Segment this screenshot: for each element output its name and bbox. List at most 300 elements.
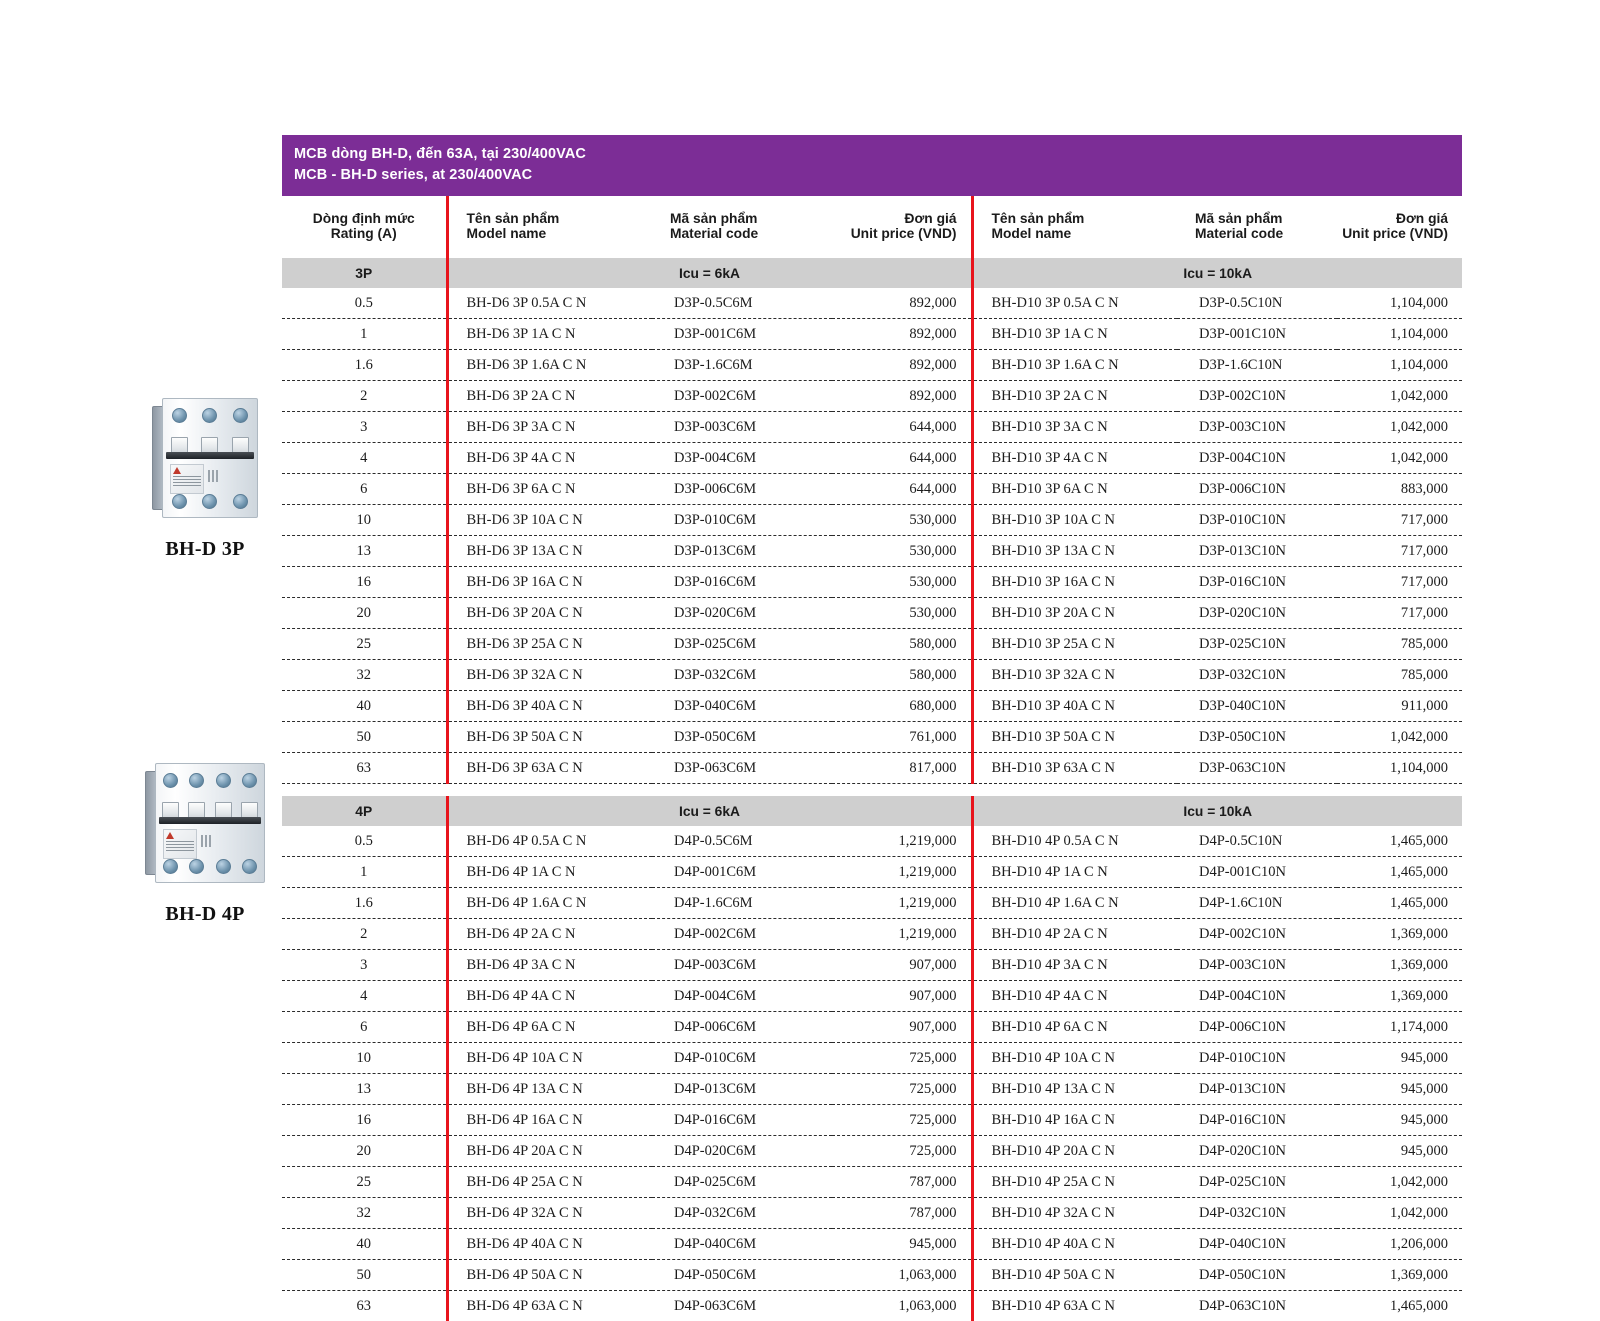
- cell-rating: 50: [282, 1260, 447, 1291]
- table-row: [282, 722, 1462, 753]
- cell-price-6ka: 761,000: [832, 722, 972, 753]
- cell-model-6ka: BH-D6 4P 13A C N: [447, 1074, 652, 1105]
- cell-model-6ka: BH-D6 4P 25A C N: [447, 1167, 652, 1198]
- cell-model-6ka: BH-D6 3P 1A C N: [447, 319, 652, 350]
- cell-model-10ka: BH-D10 3P 10A C N: [972, 505, 1177, 536]
- cell-model-6ka: BH-D6 3P 6A C N: [447, 474, 652, 505]
- cell-code-6ka: D3P-010C6M: [652, 505, 832, 536]
- cell-model-10ka: BH-D10 4P 13A C N: [972, 1074, 1177, 1105]
- col-header-price-6ka: [832, 196, 972, 258]
- table-row: [282, 981, 1462, 1012]
- banner-line-en: MCB - BH-D series, at 230/400VAC: [294, 167, 533, 184]
- cell-rating: 13: [282, 1074, 447, 1105]
- cell-price-10ka: 1,369,000: [1337, 950, 1462, 981]
- toggle-tie-bar: [166, 452, 254, 459]
- terminal-screw-icon: [189, 773, 204, 788]
- cell-price-6ka: 644,000: [832, 474, 972, 505]
- cell-code-6ka: D4P-020C6M: [652, 1136, 832, 1167]
- cell-code-10ka: D4P-002C10N: [1177, 919, 1337, 950]
- col-header-code-10ka: [1177, 196, 1337, 258]
- cell-model-6ka: BH-D6 3P 16A C N: [447, 567, 652, 598]
- col-header-model2-en: Model name: [991, 226, 1072, 242]
- cell-model-6ka: BH-D6 4P 10A C N: [447, 1043, 652, 1074]
- cell-code-6ka: D4P-002C6M: [652, 919, 832, 950]
- cell-model-6ka: BH-D6 4P 1.6A C N: [447, 888, 652, 919]
- cell-price-6ka: 1,219,000: [832, 919, 972, 950]
- circuit-breaker-image: [145, 755, 265, 891]
- cell-model-6ka: BH-D6 3P 20A C N: [447, 598, 652, 629]
- cell-price-10ka: 1,104,000: [1337, 350, 1462, 381]
- terminal-screw-icon: [172, 408, 187, 423]
- cell-model-10ka: BH-D10 4P 32A C N: [972, 1198, 1177, 1229]
- bottom-terminals: [157, 853, 263, 879]
- cell-code-6ka: D3P-006C6M: [652, 474, 832, 505]
- cell-price-6ka: 787,000: [832, 1167, 972, 1198]
- cell-price-6ka: 680,000: [832, 691, 972, 722]
- cell-model-6ka: BH-D6 3P 50A C N: [447, 722, 652, 753]
- cell-code-10ka: D3P-010C10N: [1177, 505, 1337, 536]
- cell-price-10ka: 717,000: [1337, 536, 1462, 567]
- cell-code-10ka: D4P-040C10N: [1177, 1229, 1337, 1260]
- cell-model-10ka: BH-D10 4P 1A C N: [972, 857, 1177, 888]
- product-block: [120, 390, 290, 561]
- cell-code-10ka: D4P-020C10N: [1177, 1136, 1337, 1167]
- cell-rating: 20: [282, 1136, 447, 1167]
- table-row: [282, 350, 1462, 381]
- cell-price-10ka: 883,000: [1337, 474, 1462, 505]
- cell-code-6ka: D3P-063C6M: [652, 753, 832, 784]
- col-header-model-10ka: [972, 196, 1177, 258]
- cell-code-6ka: D3P-004C6M: [652, 443, 832, 474]
- terminal-screw-icon: [216, 859, 231, 874]
- cell-code-6ka: D4P-016C6M: [652, 1105, 832, 1136]
- terminal-screw-icon: [242, 859, 257, 874]
- terminal-screw-icon: [202, 408, 217, 423]
- cell-code-6ka: D4P-001C6M: [652, 857, 832, 888]
- cell-model-6ka: BH-D6 4P 32A C N: [447, 1198, 652, 1229]
- cell-price-6ka: 1,063,000: [898, 1297, 957, 1314]
- section-pole-label: 3P: [282, 258, 447, 288]
- cell-price-10ka: 785,000: [1337, 629, 1462, 660]
- price-table: [282, 196, 1462, 1321]
- cell-price-10ka: 1,465,000: [1337, 888, 1462, 919]
- col-header-rating-en: Rating (A): [330, 226, 397, 242]
- section-header-row: [282, 258, 1462, 288]
- cell-code-10ka: D4P-0.5C10N: [1177, 826, 1337, 857]
- cell-model-10ka: BH-D10 3P 3A C N: [972, 412, 1177, 443]
- terminal-screw-icon: [163, 859, 178, 874]
- cell-price-6ka: 530,000: [832, 598, 972, 629]
- table-row: [282, 536, 1462, 567]
- cell-model-10ka: BH-D10 3P 63A C N: [972, 753, 1177, 784]
- cell-model-10ka: BH-D10 4P 3A C N: [972, 950, 1177, 981]
- cell-model-10ka: BH-D10 3P 25A C N: [972, 629, 1177, 660]
- terminal-screw-icon: [189, 859, 204, 874]
- cell-model-10ka: BH-D10 4P 0.5A C N: [972, 826, 1177, 857]
- cell-rating: 63: [282, 753, 447, 784]
- table-row: [282, 412, 1462, 443]
- cell-model-6ka: BH-D6 3P 1.6A C N: [447, 350, 652, 381]
- section-gap: [282, 784, 1462, 797]
- product-caption: BH-D 4P: [165, 903, 245, 925]
- cell-model-6ka: BH-D6 4P 40A C N: [447, 1229, 652, 1260]
- cell-rating: 32: [282, 660, 447, 691]
- cell-model-10ka: BH-D10 3P 1.6A C N: [972, 350, 1177, 381]
- terminal-screw-icon: [163, 773, 178, 788]
- cell-model-10ka: BH-D10 3P 4A C N: [972, 443, 1177, 474]
- table-row: [282, 288, 1462, 319]
- cell-code-6ka: D3P-1.6C6M: [652, 350, 832, 381]
- cell-code-6ka: D4P-063C6M: [674, 1297, 757, 1314]
- cell-price-10ka: 1,369,000: [1337, 919, 1462, 950]
- cell-price-10ka: 911,000: [1337, 691, 1462, 722]
- section-gap-cell: [282, 784, 1462, 797]
- banner-line-vi: MCB dòng BH-D, đến 63A, tại 230/400VAC: [294, 146, 586, 162]
- terminal-screw-icon: [233, 408, 248, 423]
- cell-model-10ka: BH-D10 3P 32A C N: [972, 660, 1177, 691]
- section-icu-10ka: Icu = 10kA: [972, 796, 1462, 826]
- cell-model-6ka: BH-D6 4P 2A C N: [447, 919, 652, 950]
- label-text-lines: [173, 476, 201, 488]
- cell-code-10ka: D4P-001C10N: [1177, 857, 1337, 888]
- cell-code-10ka: D3P-006C10N: [1177, 474, 1337, 505]
- cell-code-10ka: D3P-003C10N: [1177, 412, 1337, 443]
- toggle-tie-bar: [159, 817, 261, 824]
- cell-code-10ka: D3P-016C10N: [1177, 567, 1337, 598]
- table-row: [282, 381, 1462, 412]
- header-row: [282, 196, 1462, 258]
- table-row: [282, 1136, 1462, 1167]
- cell-code-10ka: D4P-003C10N: [1177, 950, 1337, 981]
- cell-code-10ka: D4P-013C10N: [1177, 1074, 1337, 1105]
- cell-price-10ka: 717,000: [1337, 505, 1462, 536]
- cell-model-6ka: BH-D6 4P 50A C N: [447, 1260, 652, 1291]
- cell-model-6ka: BH-D6 4P 4A C N: [447, 981, 652, 1012]
- cell-rating: 1.6: [282, 888, 447, 919]
- cell-rating: 13: [282, 536, 447, 567]
- cell-model-10ka: BH-D10 3P 13A C N: [972, 536, 1177, 567]
- cell-price-6ka: 644,000: [832, 412, 972, 443]
- cell-price-6ka: 530,000: [832, 536, 972, 567]
- cell-price-6ka: 725,000: [832, 1136, 972, 1167]
- cell-model-10ka: BH-D10 4P 25A C N: [972, 1167, 1177, 1198]
- cell-price-10ka: 945,000: [1337, 1136, 1462, 1167]
- cell-rating: 4: [282, 443, 447, 474]
- cell-price-6ka: 530,000: [832, 567, 972, 598]
- section-icu-6ka: Icu = 6kA: [447, 796, 972, 826]
- cell-code-6ka: D3P-032C6M: [652, 660, 832, 691]
- cell-code-10ka: D4P-1.6C10N: [1177, 888, 1337, 919]
- table-body: [282, 258, 1462, 1321]
- cell-code-6ka: D3P-013C6M: [652, 536, 832, 567]
- col-header-price-vi: Đơn giá: [904, 211, 957, 227]
- table-row: [282, 505, 1462, 536]
- terminal-screw-icon: [172, 494, 187, 509]
- cell-code-10ka: D3P-0.5C10N: [1177, 288, 1337, 319]
- cell-model-10ka: BH-D10 3P 40A C N: [972, 691, 1177, 722]
- cell-price-10ka: 785,000: [1337, 660, 1462, 691]
- table-row: [282, 443, 1462, 474]
- cell-model-10ka: BH-D10 3P 1A C N: [972, 319, 1177, 350]
- table-row: [282, 629, 1462, 660]
- cell-model-6ka: BH-D6 3P 25A C N: [447, 629, 652, 660]
- top-terminals: [157, 767, 263, 793]
- cell-code-6ka: D4P-025C6M: [652, 1167, 832, 1198]
- cell-rating: 6: [282, 1012, 447, 1043]
- table-row: [282, 1074, 1462, 1105]
- cell-model-10ka: BH-D10 4P 6A C N: [972, 1012, 1177, 1043]
- cell-rating: 4: [282, 981, 447, 1012]
- cell-model-6ka: BH-D6 4P 20A C N: [447, 1136, 652, 1167]
- cell-price-10ka: 1,465,000: [1390, 1297, 1448, 1314]
- price-table-container: [282, 135, 1462, 1321]
- cell-code-6ka: D3P-025C6M: [652, 629, 832, 660]
- cell-price-10ka: 1,042,000: [1337, 722, 1462, 753]
- cell-code-10ka: D3P-032C10N: [1177, 660, 1337, 691]
- cell-price-6ka: 892,000: [832, 288, 972, 319]
- table-row: [282, 826, 1462, 857]
- cell-code-10ka: D4P-006C10N: [1177, 1012, 1337, 1043]
- cell-price-10ka: 1,104,000: [1337, 288, 1462, 319]
- cell-code-10ka: D3P-013C10N: [1177, 536, 1337, 567]
- table-row: [282, 1043, 1462, 1074]
- cell-price-10ka: 717,000: [1337, 567, 1462, 598]
- table-row: [282, 598, 1462, 629]
- cell-rating: 40: [282, 691, 447, 722]
- cell-price-10ka: 1,042,000: [1337, 443, 1462, 474]
- cell-rating: 10: [282, 1043, 447, 1074]
- cell-price-10ka: 1,174,000: [1337, 1012, 1462, 1043]
- circuit-breaker-image: [152, 390, 258, 526]
- product-caption: BH-D 3P: [165, 538, 245, 560]
- cell-price-6ka: 892,000: [832, 319, 972, 350]
- cell-model-6ka: BH-D6 4P 63A C N: [447, 1291, 652, 1321]
- section-icu-6ka: Icu = 6kA: [447, 258, 972, 288]
- cell-rating: 40: [282, 1229, 447, 1260]
- cell-code-10ka: D3P-050C10N: [1177, 722, 1337, 753]
- cell-model-6ka: BH-D6 3P 32A C N: [447, 660, 652, 691]
- cell-code-10ka: D3P-001C10N: [1177, 319, 1337, 350]
- col-header-code-vi: Mã sản phẩm: [670, 211, 758, 227]
- cell-price-10ka: 1,206,000: [1337, 1229, 1462, 1260]
- cell-rating: 25: [282, 1167, 447, 1198]
- cell-code-10ka: D4P-063C10N: [1199, 1297, 1287, 1314]
- cell-price-6ka: 907,000: [832, 1012, 972, 1043]
- col-header-code2-vi: Mã sản phẩm: [1195, 211, 1283, 227]
- table-row: [282, 474, 1462, 505]
- cell-code-6ka: D4P-010C6M: [652, 1043, 832, 1074]
- section-icu-10ka: Icu = 10kA: [972, 258, 1462, 288]
- col-header-model2-vi: Tên sản phẩm: [991, 211, 1085, 227]
- cell-rating: 0.5: [282, 826, 447, 857]
- cell-code-6ka: D4P-004C6M: [652, 981, 832, 1012]
- col-header-price2-en: Unit price (VND): [1342, 226, 1448, 242]
- table-row: [282, 919, 1462, 950]
- cell-price-6ka: 907,000: [832, 950, 972, 981]
- cell-rating: 20: [282, 598, 447, 629]
- cell-rating: 63: [356, 1297, 371, 1314]
- col-header-price2-vi: Đơn giá: [1396, 211, 1448, 227]
- cell-model-6ka: BH-D6 3P 3A C N: [447, 412, 652, 443]
- col-header-rating: [282, 196, 447, 258]
- col-header-code-6ka: [652, 196, 832, 258]
- cell-code-6ka: D3P-002C6M: [652, 381, 832, 412]
- cell-code-6ka: D4P-1.6C6M: [652, 888, 832, 919]
- cell-code-6ka: D3P-0.5C6M: [652, 288, 832, 319]
- cell-code-10ka: D3P-002C10N: [1177, 381, 1337, 412]
- terminal-screw-icon: [216, 773, 231, 788]
- cell-price-6ka: 892,000: [832, 350, 972, 381]
- table-row: [282, 660, 1462, 691]
- cell-model-10ka: BH-D10 3P 50A C N: [972, 722, 1177, 753]
- table-row: [282, 567, 1462, 598]
- cell-price-10ka: 945,000: [1337, 1043, 1462, 1074]
- cell-code-10ka: D4P-025C10N: [1177, 1167, 1337, 1198]
- col-header-code2-en: Material code: [1195, 226, 1284, 242]
- cell-model-10ka: BH-D10 3P 2A C N: [972, 381, 1177, 412]
- table-banner: [282, 135, 1462, 196]
- cell-rating: 1: [282, 319, 447, 350]
- cell-price-10ka: 1,369,000: [1337, 981, 1462, 1012]
- cell-model-10ka: BH-D10 4P 2A C N: [972, 919, 1177, 950]
- label-text-lines: [166, 841, 194, 853]
- cell-model-10ka: BH-D10 4P 40A C N: [972, 1229, 1177, 1260]
- cell-rating: 16: [282, 567, 447, 598]
- cell-code-6ka: D3P-050C6M: [652, 722, 832, 753]
- cell-code-10ka: D4P-050C10N: [1177, 1260, 1337, 1291]
- cell-price-10ka: 1,042,000: [1337, 1167, 1462, 1198]
- cell-rating: 16: [282, 1105, 447, 1136]
- cell-model-6ka: BH-D6 3P 0.5A C N: [447, 288, 652, 319]
- cell-code-6ka: D4P-003C6M: [652, 950, 832, 981]
- cell-price-6ka: 530,000: [832, 505, 972, 536]
- cell-code-6ka: D4P-0.5C6M: [652, 826, 832, 857]
- cell-code-10ka: D4P-004C10N: [1177, 981, 1337, 1012]
- cell-price-6ka: 725,000: [832, 1105, 972, 1136]
- table-row: [282, 1198, 1462, 1229]
- table-row: [282, 1012, 1462, 1043]
- cell-code-10ka: D3P-004C10N: [1177, 443, 1337, 474]
- table-row: [282, 691, 1462, 722]
- cell-rating: 1.6: [282, 350, 447, 381]
- table-row: [282, 1105, 1462, 1136]
- col-header-code-en: Material code: [670, 226, 759, 242]
- cell-model-10ka: BH-D10 3P 20A C N: [972, 598, 1177, 629]
- vent-slots: [201, 835, 211, 847]
- cell-rating: 32: [282, 1198, 447, 1229]
- terminal-screw-icon: [202, 494, 217, 509]
- cell-code-6ka: D3P-040C6M: [652, 691, 832, 722]
- cell-price-6ka: 644,000: [832, 443, 972, 474]
- cell-model-6ka: BH-D6 3P 10A C N: [447, 505, 652, 536]
- cell-price-6ka: 945,000: [832, 1229, 972, 1260]
- cell-model-10ka: BH-D10 4P 10A C N: [972, 1043, 1177, 1074]
- cell-rating: 50: [282, 722, 447, 753]
- cell-price-10ka: 945,000: [1337, 1074, 1462, 1105]
- cell-code-10ka: D3P-1.6C10N: [1177, 350, 1337, 381]
- cell-rating: 2: [282, 919, 447, 950]
- cell-price-6ka: 787,000: [832, 1198, 972, 1229]
- cell-rating: 0.5: [282, 288, 447, 319]
- cell-price-10ka: 1,042,000: [1337, 1198, 1462, 1229]
- cell-price-10ka: 945,000: [1337, 1105, 1462, 1136]
- table-row: [282, 319, 1462, 350]
- cell-model-6ka: BH-D6 3P 2A C N: [447, 381, 652, 412]
- table-row: [282, 1229, 1462, 1260]
- cell-code-6ka: D3P-016C6M: [652, 567, 832, 598]
- cell-price-10ka: 1,465,000: [1337, 857, 1462, 888]
- cell-model-10ka: BH-D10 4P 50A C N: [972, 1260, 1177, 1291]
- cell-price-10ka: 1,042,000: [1337, 412, 1462, 443]
- cell-model-6ka: BH-D6 3P 40A C N: [447, 691, 652, 722]
- section-header-row: [282, 796, 1462, 826]
- table-head: [282, 196, 1462, 258]
- cell-price-10ka: 717,000: [1337, 598, 1462, 629]
- cell-code-6ka: D4P-040C6M: [652, 1229, 832, 1260]
- cell-code-6ka: D4P-050C6M: [652, 1260, 832, 1291]
- terminal-screw-icon: [233, 494, 248, 509]
- cell-rating: 2: [282, 381, 447, 412]
- cell-model-6ka: BH-D6 4P 16A C N: [447, 1105, 652, 1136]
- col-header-price-10ka: [1337, 196, 1462, 258]
- cell-rating: 1: [282, 857, 447, 888]
- table-row: [282, 1291, 1462, 1321]
- cell-model-6ka: BH-D6 3P 4A C N: [447, 443, 652, 474]
- cell-price-6ka: 1,219,000: [832, 826, 972, 857]
- col-header-rating-vi: Dòng định mức: [312, 211, 415, 227]
- cell-price-10ka: 1,465,000: [1337, 826, 1462, 857]
- table-row: [282, 1260, 1462, 1291]
- cell-price-10ka: 1,042,000: [1337, 381, 1462, 412]
- col-header-price-en: Unit price (VND): [850, 226, 957, 242]
- cell-model-10ka: BH-D10 3P 0.5A C N: [972, 288, 1177, 319]
- brand-logo-icon: [166, 832, 174, 839]
- cell-price-6ka: 580,000: [832, 629, 972, 660]
- cell-model-6ka: BH-D6 3P 13A C N: [447, 536, 652, 567]
- terminal-screw-icon: [242, 773, 257, 788]
- section-pole-label: 4P: [282, 796, 447, 826]
- cell-price-10ka: 1,369,000: [1337, 1260, 1462, 1291]
- cell-code-10ka: D4P-032C10N: [1177, 1198, 1337, 1229]
- cell-code-10ka: D3P-063C10N: [1177, 753, 1337, 784]
- bottom-terminals: [164, 488, 256, 514]
- cell-model-6ka: BH-D6 4P 3A C N: [447, 950, 652, 981]
- cell-price-6ka: 1,219,000: [832, 888, 972, 919]
- cell-model-10ka: BH-D10 4P 63A C N: [972, 1291, 1177, 1321]
- top-terminals: [164, 402, 256, 428]
- cell-rating: 3: [282, 412, 447, 443]
- product-block: [120, 755, 290, 926]
- cell-model-10ka: BH-D10 4P 4A C N: [972, 981, 1177, 1012]
- cell-rating: 3: [282, 950, 447, 981]
- vent-slots: [208, 470, 218, 482]
- cell-model-10ka: BH-D10 4P 16A C N: [972, 1105, 1177, 1136]
- cell-code-6ka: D3P-001C6M: [652, 319, 832, 350]
- cell-code-6ka: D3P-020C6M: [652, 598, 832, 629]
- col-header-model-vi: Tên sản phẩm: [466, 211, 560, 227]
- cell-code-10ka: D3P-025C10N: [1177, 629, 1337, 660]
- brand-logo-icon: [173, 467, 181, 474]
- cell-model-10ka: BH-D10 4P 20A C N: [972, 1136, 1177, 1167]
- cell-model-6ka: BH-D6 3P 63A C N: [447, 753, 652, 784]
- cell-code-10ka: D4P-016C10N: [1177, 1105, 1337, 1136]
- cell-code-6ka: D4P-006C6M: [652, 1012, 832, 1043]
- cell-model-6ka: BH-D6 4P 0.5A C N: [447, 826, 652, 857]
- cell-code-6ka: D3P-003C6M: [652, 412, 832, 443]
- cell-price-6ka: 892,000: [832, 381, 972, 412]
- cell-model-10ka: BH-D10 4P 1.6A C N: [972, 888, 1177, 919]
- cell-price-6ka: 1,219,000: [832, 857, 972, 888]
